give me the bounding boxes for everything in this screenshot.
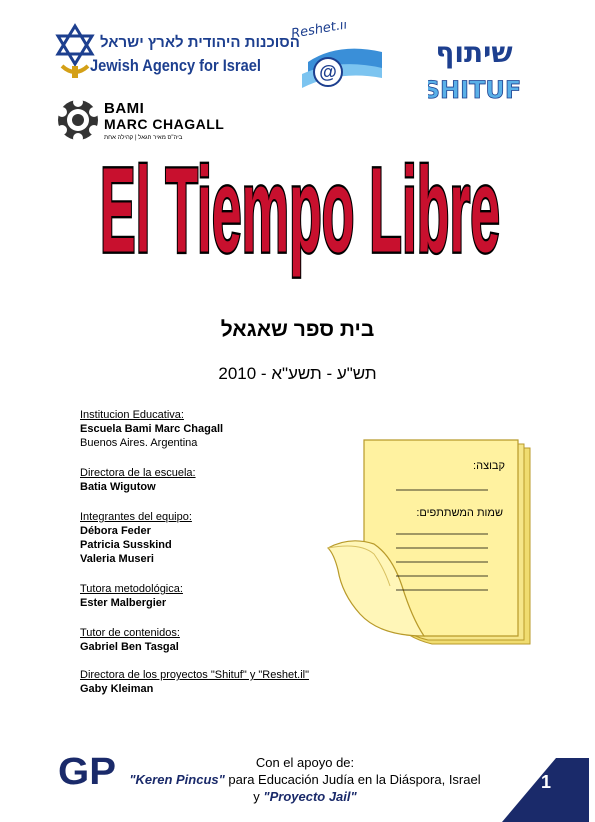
title-text: El Tiempo Libre [100,142,501,278]
svg-text:@: @ [319,62,337,82]
info-institution [80,408,223,450]
info-value: Gaby Kleiman [80,683,154,695]
info-label: Directora de la escuela: [80,467,196,479]
footer-line2 [115,771,495,788]
info-label: Tutor de contenidos: [80,627,180,639]
info-value: Ester Malbergier [80,597,167,609]
keren-pincus: "Keren Pincus" [129,772,225,787]
shitufi-latin-text: SHITUF [428,76,520,104]
info-content-tutor [80,626,180,654]
page-number: 1 [540,772,551,792]
footer-support [115,754,495,805]
info-value: Valeria Museri [80,553,154,565]
shitufi-hebrew-text: שיתוף [435,36,513,69]
info-methodology-tutor [80,582,183,610]
info-value: Escuela Bami Marc Chagall [80,423,224,435]
info-label: Tutora metodológica: [80,583,183,595]
info-director [80,466,196,494]
jewish-agency-english: Jewish Agency for Israel [90,56,261,75]
page-title [95,140,505,310]
proyecto-jail: "Proyecto Jail" [263,789,357,804]
info-value: Batia Wigutow [80,481,156,493]
footer-line3 [115,788,495,805]
info-label: Integrantes del equipo: [80,511,192,523]
reshet-text: Reshet.il [290,22,349,42]
shitufi-logo [428,28,520,108]
school-name-hebrew: בית ספר שאגאל [220,318,375,341]
info-projects-director [80,668,309,696]
note-participants-label: שמות המשתתפים: [416,507,503,519]
bami-line1: BAMI [104,100,145,117]
bami-line2: MARC CHAGALL [104,116,225,132]
bami-emblem-icon [56,96,104,146]
years-line: 2010 - תש"ע - תשע"א [218,364,377,383]
footer-and: y [253,789,264,804]
info-value: Patricia Susskind [80,539,172,551]
info-label: Directora de los proyectos "Shituf" y "Reshet.il" [80,669,309,681]
info-value: Gabriel Ben Tasgal [80,641,179,653]
gp-logo [58,752,118,788]
note-group-label: קבוצה: [473,460,505,472]
info-extra: Buenos Aires. Argentina [80,437,198,449]
jewish-agency-hebrew: הסוכנות היהודית לארץ ישראל [100,34,300,51]
bami-subtitle: ביה"ס מאיר חגאל | קהילה אחת [104,135,183,141]
footer-line2-rest: para Educación Judía en la Diáspora, Israel [224,772,481,787]
info-value: Débora Feder [80,525,151,537]
info-team [80,510,192,566]
footer-line1: Con el apoyo de: [255,755,355,770]
info-label: Institucion Educativa: [80,409,184,421]
gp-logo-text: GP [58,752,116,788]
reshet-logo [288,22,384,96]
